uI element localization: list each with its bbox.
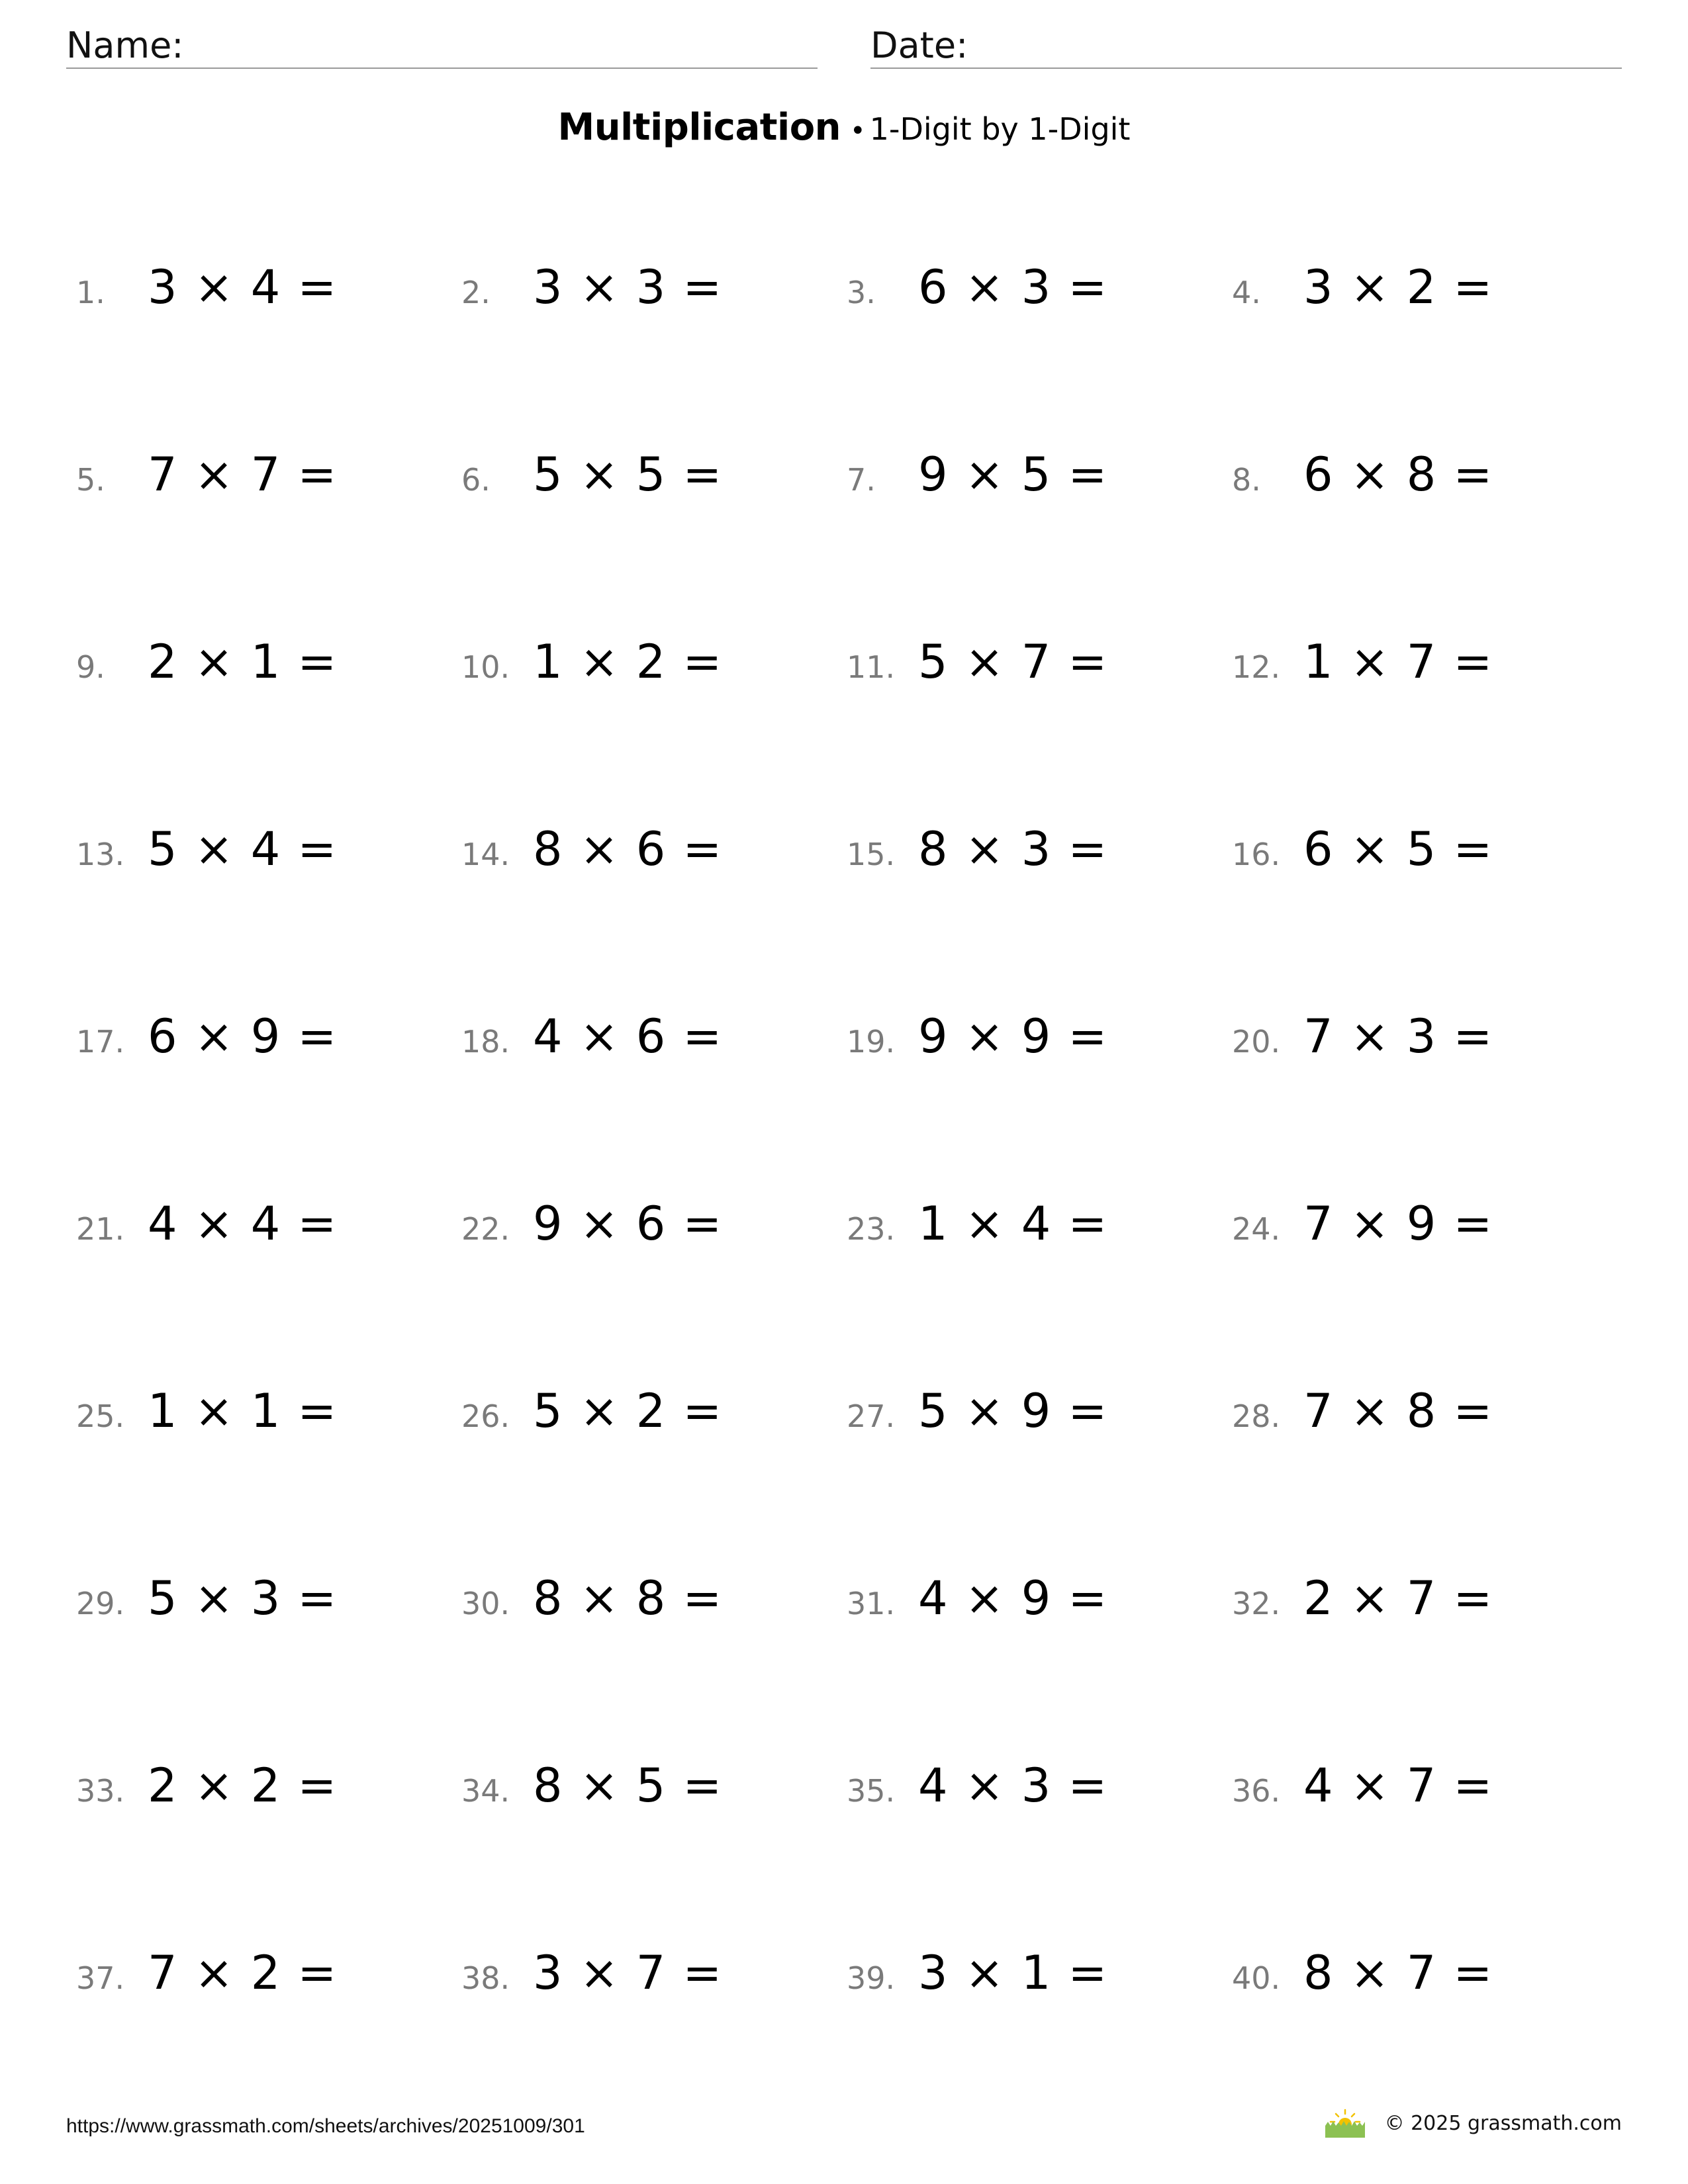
problem-expression: 6 × 8 = <box>1303 447 1493 502</box>
problem-number: 33. <box>76 1773 125 1809</box>
problem-number: 22. <box>461 1211 510 1247</box>
problem-item <box>461 635 722 694</box>
problem-number: 28. <box>1232 1398 1281 1434</box>
problem-item <box>847 1009 1107 1069</box>
problem-expression: 3 × 4 = <box>148 260 337 314</box>
problem-item <box>847 1197 1107 1256</box>
problem-expression: 1 × 1 = <box>148 1384 337 1438</box>
problem-number: 24. <box>1232 1211 1281 1247</box>
problem-expression: 1 × 4 = <box>918 1197 1107 1251</box>
problem-number: 12. <box>1232 649 1281 685</box>
problem-expression: 7 × 8 = <box>1303 1384 1493 1438</box>
problem-number: 17. <box>76 1024 125 1060</box>
problem-item <box>1232 1946 1492 2005</box>
problem-item <box>461 1197 722 1256</box>
problem-number: 4. <box>1232 275 1261 310</box>
problem-expression: 5 × 4 = <box>148 822 337 876</box>
name-label: Name: <box>66 24 184 66</box>
problem-number: 20. <box>1232 1024 1281 1060</box>
problem-item <box>1232 1009 1492 1069</box>
problem-number: 39. <box>847 1960 896 1996</box>
problem-expression: 2 × 2 = <box>148 1758 337 1813</box>
problem-item <box>847 822 1107 882</box>
problem-expression: 5 × 5 = <box>533 447 722 502</box>
problem-expression: 8 × 6 = <box>533 822 722 876</box>
problem-number: 13. <box>76 837 125 872</box>
problem-expression: 4 × 9 = <box>918 1571 1107 1625</box>
problem-item <box>847 447 1107 507</box>
problem-number: 21. <box>76 1211 125 1247</box>
title-subtitle: 1-Digit by 1-Digit <box>869 111 1131 147</box>
problem-item <box>1232 1384 1492 1443</box>
copyright-text: © 2025 grassmath.com <box>1384 2111 1622 2135</box>
problem-item <box>76 260 336 320</box>
problem-expression: 6 × 5 = <box>1303 822 1493 876</box>
problem-number: 11. <box>847 649 896 685</box>
date-label: Date: <box>870 24 968 66</box>
problem-expression: 4 × 4 = <box>148 1197 337 1251</box>
problem-number: 25. <box>76 1398 125 1434</box>
problem-expression: 9 × 9 = <box>918 1009 1107 1064</box>
problem-item <box>76 822 336 882</box>
problem-item <box>847 635 1107 694</box>
problem-expression: 3 × 1 = <box>918 1946 1107 2000</box>
problem-expression: 9 × 5 = <box>918 447 1107 502</box>
problem-number: 26. <box>461 1398 510 1434</box>
problem-item <box>1232 635 1492 694</box>
problem-item <box>76 635 336 694</box>
grass-sun-logo-icon <box>1321 2109 1369 2138</box>
problem-expression: 1 × 2 = <box>533 635 722 689</box>
problem-number: 36. <box>1232 1773 1281 1809</box>
problem-number: 32. <box>1232 1586 1281 1621</box>
problem-expression: 7 × 7 = <box>148 447 337 502</box>
problem-item <box>461 1946 722 2005</box>
problem-expression: 6 × 9 = <box>148 1009 337 1064</box>
problem-item <box>847 1946 1107 2005</box>
problem-number: 9. <box>76 649 105 685</box>
title-main: Multiplication <box>557 106 841 149</box>
problem-expression: 1 × 7 = <box>1303 635 1493 689</box>
problem-number: 8. <box>1232 462 1261 498</box>
problem-item <box>1232 822 1492 882</box>
problem-number: 18. <box>461 1024 510 1060</box>
problem-number: 31. <box>847 1586 896 1621</box>
problem-item <box>76 1009 336 1069</box>
problem-number: 7. <box>847 462 876 498</box>
problem-expression: 8 × 7 = <box>1303 1946 1493 2000</box>
problem-number: 23. <box>847 1211 896 1247</box>
problem-expression: 6 × 3 = <box>918 260 1107 314</box>
problem-item <box>847 1384 1107 1443</box>
problem-number: 10. <box>461 649 510 685</box>
problem-expression: 8 × 8 = <box>533 1571 722 1625</box>
problem-item <box>461 260 722 320</box>
problem-number: 1. <box>76 275 105 310</box>
problem-item <box>847 260 1107 320</box>
problem-expression: 4 × 3 = <box>918 1758 1107 1813</box>
problem-item <box>76 1758 336 1818</box>
problem-expression: 5 × 2 = <box>533 1384 722 1438</box>
problem-number: 5. <box>76 462 105 498</box>
problem-item <box>76 447 336 507</box>
problem-item <box>847 1571 1107 1631</box>
problem-number: 15. <box>847 837 896 872</box>
problem-expression: 7 × 3 = <box>1303 1009 1493 1064</box>
problem-number: 16. <box>1232 837 1281 872</box>
problem-item <box>461 447 722 507</box>
problem-number: 29. <box>76 1586 125 1621</box>
problem-item <box>847 1758 1107 1818</box>
problem-expression: 7 × 9 = <box>1303 1197 1493 1251</box>
problem-item <box>1232 1571 1492 1631</box>
problem-item <box>76 1571 336 1631</box>
problem-item <box>76 1946 336 2005</box>
problem-item <box>1232 447 1492 507</box>
problem-number: 35. <box>847 1773 896 1809</box>
problem-expression: 7 × 2 = <box>148 1946 337 2000</box>
problem-item <box>461 1009 722 1069</box>
title-separator: • <box>850 116 866 146</box>
problem-item <box>1232 260 1492 320</box>
problem-number: 30. <box>461 1586 510 1621</box>
problem-expression: 5 × 7 = <box>918 635 1107 689</box>
problem-number: 3. <box>847 275 876 310</box>
problem-number: 34. <box>461 1773 510 1809</box>
problem-number: 40. <box>1232 1960 1281 1996</box>
problem-expression: 3 × 7 = <box>533 1946 722 2000</box>
problem-expression: 2 × 7 = <box>1303 1571 1493 1625</box>
problem-number: 19. <box>847 1024 896 1060</box>
problem-expression: 4 × 7 = <box>1303 1758 1493 1813</box>
problem-item <box>76 1197 336 1256</box>
problem-item <box>461 822 722 882</box>
problem-expression: 8 × 3 = <box>918 822 1107 876</box>
problem-item <box>76 1384 336 1443</box>
problem-expression: 2 × 1 = <box>148 635 337 689</box>
problem-item <box>461 1384 722 1443</box>
problem-item <box>461 1758 722 1818</box>
problem-expression: 5 × 3 = <box>148 1571 337 1625</box>
problem-expression: 3 × 3 = <box>533 260 722 314</box>
problem-number: 14. <box>461 837 510 872</box>
problem-number: 27. <box>847 1398 896 1434</box>
problem-number: 6. <box>461 462 491 498</box>
problem-number: 2. <box>461 275 491 310</box>
problem-expression: 4 × 6 = <box>533 1009 722 1064</box>
footer-brand <box>1321 2109 1622 2138</box>
problem-item <box>461 1571 722 1631</box>
problem-expression: 9 × 6 = <box>533 1197 722 1251</box>
problem-expression: 8 × 5 = <box>533 1758 722 1813</box>
footer-url: https://www.grassmath.com/sheets/archives/20251009/301 <box>66 2115 585 2137</box>
problem-number: 37. <box>76 1960 125 1996</box>
problem-item <box>1232 1197 1492 1256</box>
problem-expression: 5 × 9 = <box>918 1384 1107 1438</box>
problem-expression: 3 × 2 = <box>1303 260 1493 314</box>
problem-item <box>1232 1758 1492 1818</box>
problem-number: 38. <box>461 1960 510 1996</box>
